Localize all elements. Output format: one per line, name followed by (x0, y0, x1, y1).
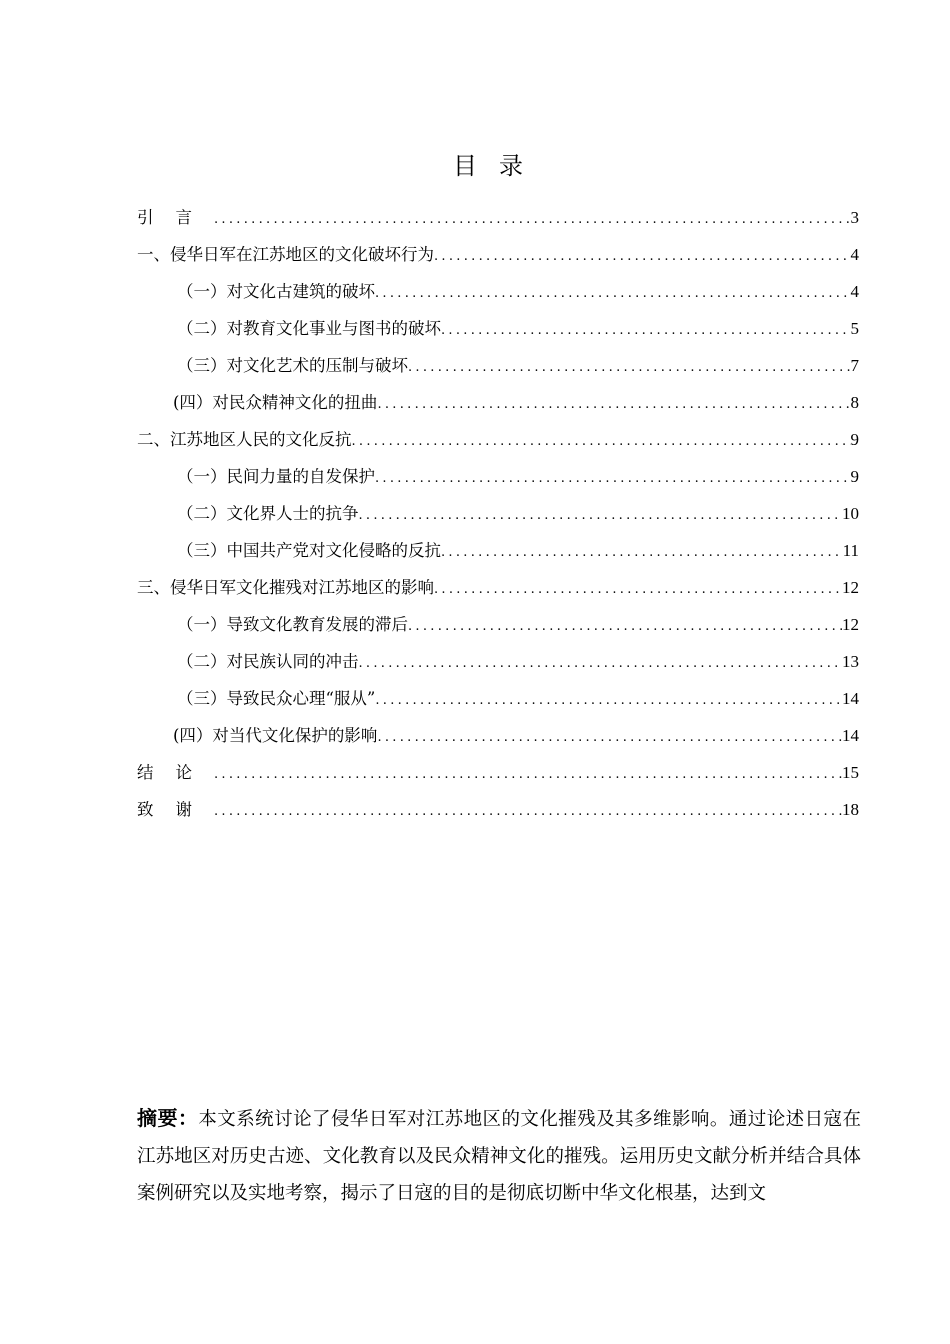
toc-entry-label: 致谢 (137, 800, 214, 819)
dot-leader (359, 656, 843, 671)
toc-entry-page: 4 (850, 282, 859, 301)
toc-entry[interactable] (137, 685, 859, 722)
toc-entry[interactable] (137, 796, 859, 833)
dot-leader (441, 323, 851, 338)
toc-entry[interactable] (137, 278, 859, 315)
abstract (137, 1100, 861, 1212)
toc-entry-label: （二）对教育文化事业与图书的破坏 (177, 319, 441, 338)
toc-entry[interactable] (137, 537, 859, 574)
dot-leader (214, 767, 842, 782)
toc-entry-page: 12 (842, 615, 859, 634)
abstract-heading: 摘要： (137, 1106, 199, 1130)
dot-leader (408, 360, 851, 375)
toc-entry[interactable] (137, 241, 859, 278)
toc-entry[interactable] (137, 352, 859, 389)
dot-leader (214, 212, 851, 227)
toc-entry-label: （一）民间力量的自发保护 (177, 467, 375, 486)
dot-leader (441, 545, 843, 560)
toc-entry[interactable] (137, 204, 859, 241)
toc-entry[interactable] (137, 722, 859, 759)
toc-entry-page: 10 (842, 504, 859, 523)
toc-entry-label: (四）对民众精神文化的扭曲 (173, 393, 378, 412)
toc-entry-page: 9 (850, 467, 859, 486)
toc-entry-label: 一、侵华日军在江苏地区的文化破坏行为 (137, 245, 434, 264)
dot-leader (375, 693, 842, 708)
toc-entry-page: 5 (850, 319, 859, 338)
toc-entry[interactable] (137, 759, 859, 796)
toc-entry-page: 9 (850, 430, 859, 449)
dot-leader (434, 249, 851, 264)
toc-entry-label: （二）对民族认同的冲击 (177, 652, 359, 671)
toc-entry-page: 18 (842, 800, 859, 819)
toc-entry[interactable] (137, 574, 859, 611)
toc-entry-label: （三）中国共产党对文化侵略的反抗 (177, 541, 441, 560)
toc-entry-label: （三）导致民众心理“服从” (177, 689, 376, 708)
toc-entry[interactable] (137, 463, 859, 500)
toc-entry-page: 12 (842, 578, 859, 597)
dot-leader (377, 730, 842, 745)
toc-entry-label: 结论 (137, 763, 214, 782)
toc-entry[interactable] (137, 389, 859, 426)
toc-entry-label: 引言 (137, 208, 214, 227)
toc-entry-label: (四）对当代文化保护的影响 (173, 726, 378, 745)
dot-leader (214, 804, 842, 819)
toc-entry-page: 11 (842, 541, 859, 560)
abstract-text: 本文系统讨论了侵华日军对江苏地区的文化摧残及其多维影响。通过论述日寇在江苏地区对历史古迹、文化教育以及民众精神文化的摧残。运用历史文献分析并结合具体案例研究以及实地考察，揭示了日寇的目的是彻底切断中华文化根基，达到文 (137, 1109, 861, 1204)
toc-entry-page: 3 (850, 208, 859, 227)
dot-leader (375, 286, 851, 301)
toc-entry-label: （三）对文化艺术的压制与破坏 (177, 356, 408, 375)
toc-entry-page: 13 (842, 652, 859, 671)
toc-entry[interactable] (137, 648, 859, 685)
dot-leader (375, 471, 851, 486)
toc-entry-label: 二、江苏地区人民的文化反抗 (137, 430, 352, 449)
page-title: 目录 (453, 152, 545, 180)
dot-leader (434, 582, 842, 597)
toc-entry[interactable] (137, 611, 859, 648)
toc-entry-label: （二）文化界人士的抗争 (177, 504, 359, 523)
toc-entry-page: 14 (842, 689, 859, 708)
dot-leader (359, 508, 843, 523)
toc-entry-page: 15 (842, 763, 859, 782)
dot-leader (377, 397, 850, 412)
dot-leader (408, 619, 842, 634)
toc-entry-page: 7 (850, 356, 859, 375)
table-of-contents (137, 204, 859, 833)
toc-entry-label: （一）对文化古建筑的破坏 (177, 282, 375, 301)
toc-entry[interactable] (137, 500, 859, 537)
dot-leader (352, 434, 851, 449)
toc-entry-page: 4 (850, 245, 859, 264)
toc-entry[interactable] (137, 315, 859, 352)
toc-entry[interactable] (137, 426, 859, 463)
toc-entry-page: 8 (850, 393, 859, 412)
toc-entry-label: （一）导致文化教育发展的滞后 (177, 615, 408, 634)
toc-entry-label: 三、侵华日军文化摧残对江苏地区的影响 (137, 578, 434, 597)
toc-entry-page: 14 (842, 726, 859, 745)
